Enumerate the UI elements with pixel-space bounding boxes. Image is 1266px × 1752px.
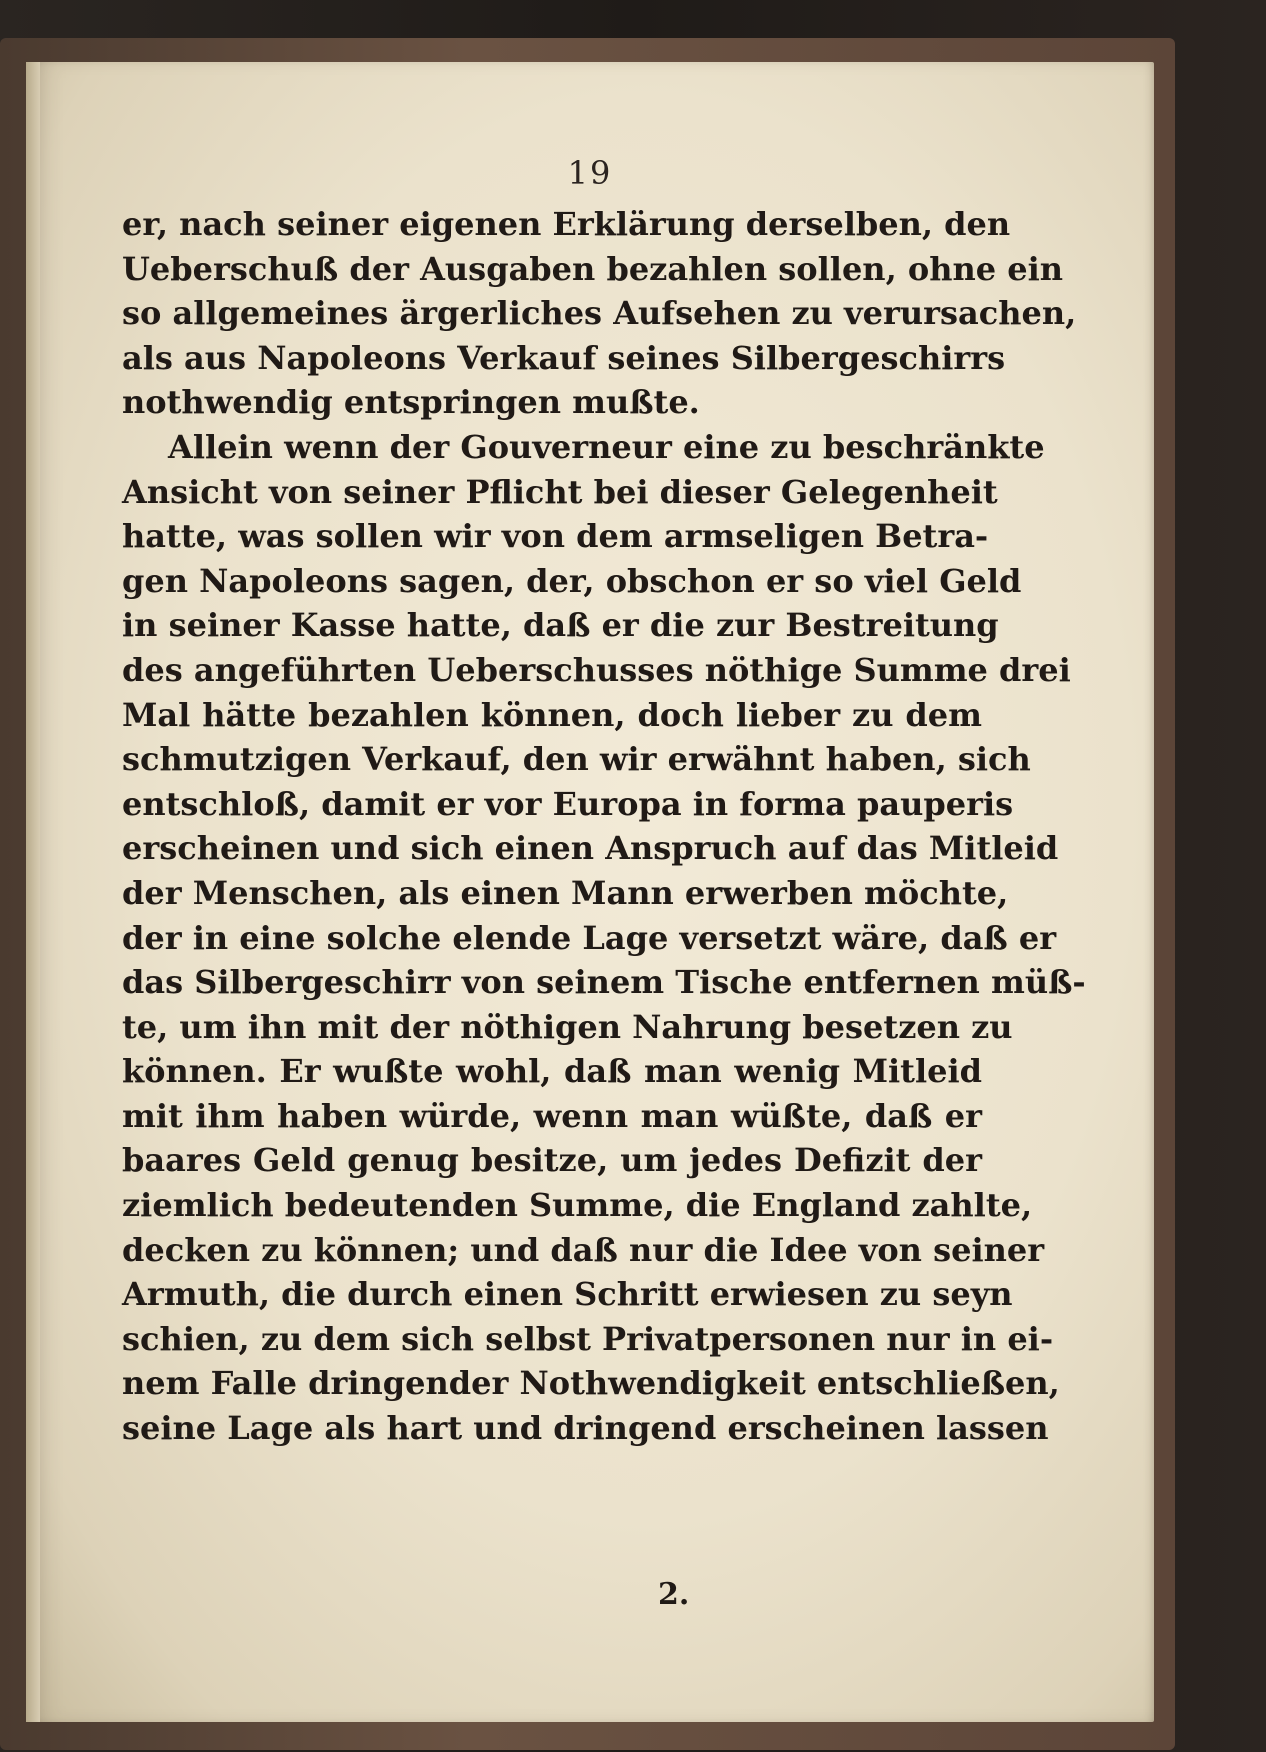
- text-line: ziemlich bedeutenden Summe, die England zahlte,: [122, 1186, 1033, 1225]
- book-page: [26, 62, 1154, 1722]
- text-line: als aus Napoleons Verkauf seines Silbergeschirrs: [122, 338, 1006, 377]
- text-line: nem Falle dringender Nothwendigkeit entschließen,: [122, 1364, 1060, 1403]
- text-line: er, nach seiner eigenen Erklärung derselben, den: [122, 205, 1011, 243]
- page-gutter: [26, 62, 40, 1722]
- text-line: seine Lage als hart und dringend erscheinen lassen: [122, 1409, 1049, 1448]
- text-line: so allgemeines ärgerliches Aufsehen zu verursachen,: [122, 294, 1077, 333]
- text-line: können. Er wußte wohl, daß man wenig Mitleid: [122, 1052, 982, 1091]
- text-line: hatte, was sollen wir von dem armseligen Betra-: [122, 517, 989, 556]
- page-number: 19: [567, 154, 613, 192]
- text-line: gen Napoleons sagen, der, obschon er so viel Geld: [122, 561, 1022, 600]
- text-line: schmutzigen Verkauf, den wir erwähnt haben, sich: [122, 740, 1031, 779]
- text-line: Armuth, die durch einen Schritt erwiesen zu seyn: [122, 1275, 1013, 1314]
- text-line: mit ihm haben würde, wenn man wüßte, daß er: [122, 1096, 982, 1135]
- text-line: baares Geld genug besitze, um jedes Defizit der: [122, 1141, 982, 1180]
- body-text: [122, 202, 1086, 1451]
- text-line: schien, zu dem sich selbst Privatpersonen nur in ei-: [122, 1319, 1054, 1358]
- text-line: der in eine solche elende Lage versetzt wäre, daß er: [122, 918, 1057, 957]
- text-line: das Silbergeschirr von seinem Tische entfernen müß-: [122, 963, 1086, 1002]
- text-line: Allein wenn der Gouverneur eine zu beschränkte: [168, 427, 1045, 466]
- text-line: der Menschen, als einen Mann erwerben möchte,: [122, 873, 1009, 912]
- text-line: in seiner Kasse hatte, daß er die zur Bestreitung: [122, 606, 999, 645]
- text-line: Mal hätte bezahlen können, doch lieber zu dem: [122, 695, 982, 734]
- text-line: Ansicht von seiner Pflicht bei dieser Gelegenheit: [122, 472, 998, 511]
- text-line: erscheinen und sich einen Anspruch auf das Mitleid: [122, 829, 1059, 868]
- text-line: decken zu können; und daß nur die Idee von seiner: [122, 1230, 1045, 1269]
- text-line: Ueberschuß der Ausgaben bezahlen sollen, ohne ein: [122, 249, 1063, 288]
- text-line: te, um ihn mit der nöthigen Nahrung besetzen zu: [122, 1007, 1013, 1046]
- text-line: entschloß, damit er vor Europa in forma pauperis: [122, 784, 1014, 823]
- text-line: des angeführten Ueberschusses nöthige Summe drei: [122, 650, 1071, 689]
- text-line: nothwendig entspringen mußte.: [122, 383, 700, 422]
- catchword-signature: 2.: [658, 1577, 690, 1612]
